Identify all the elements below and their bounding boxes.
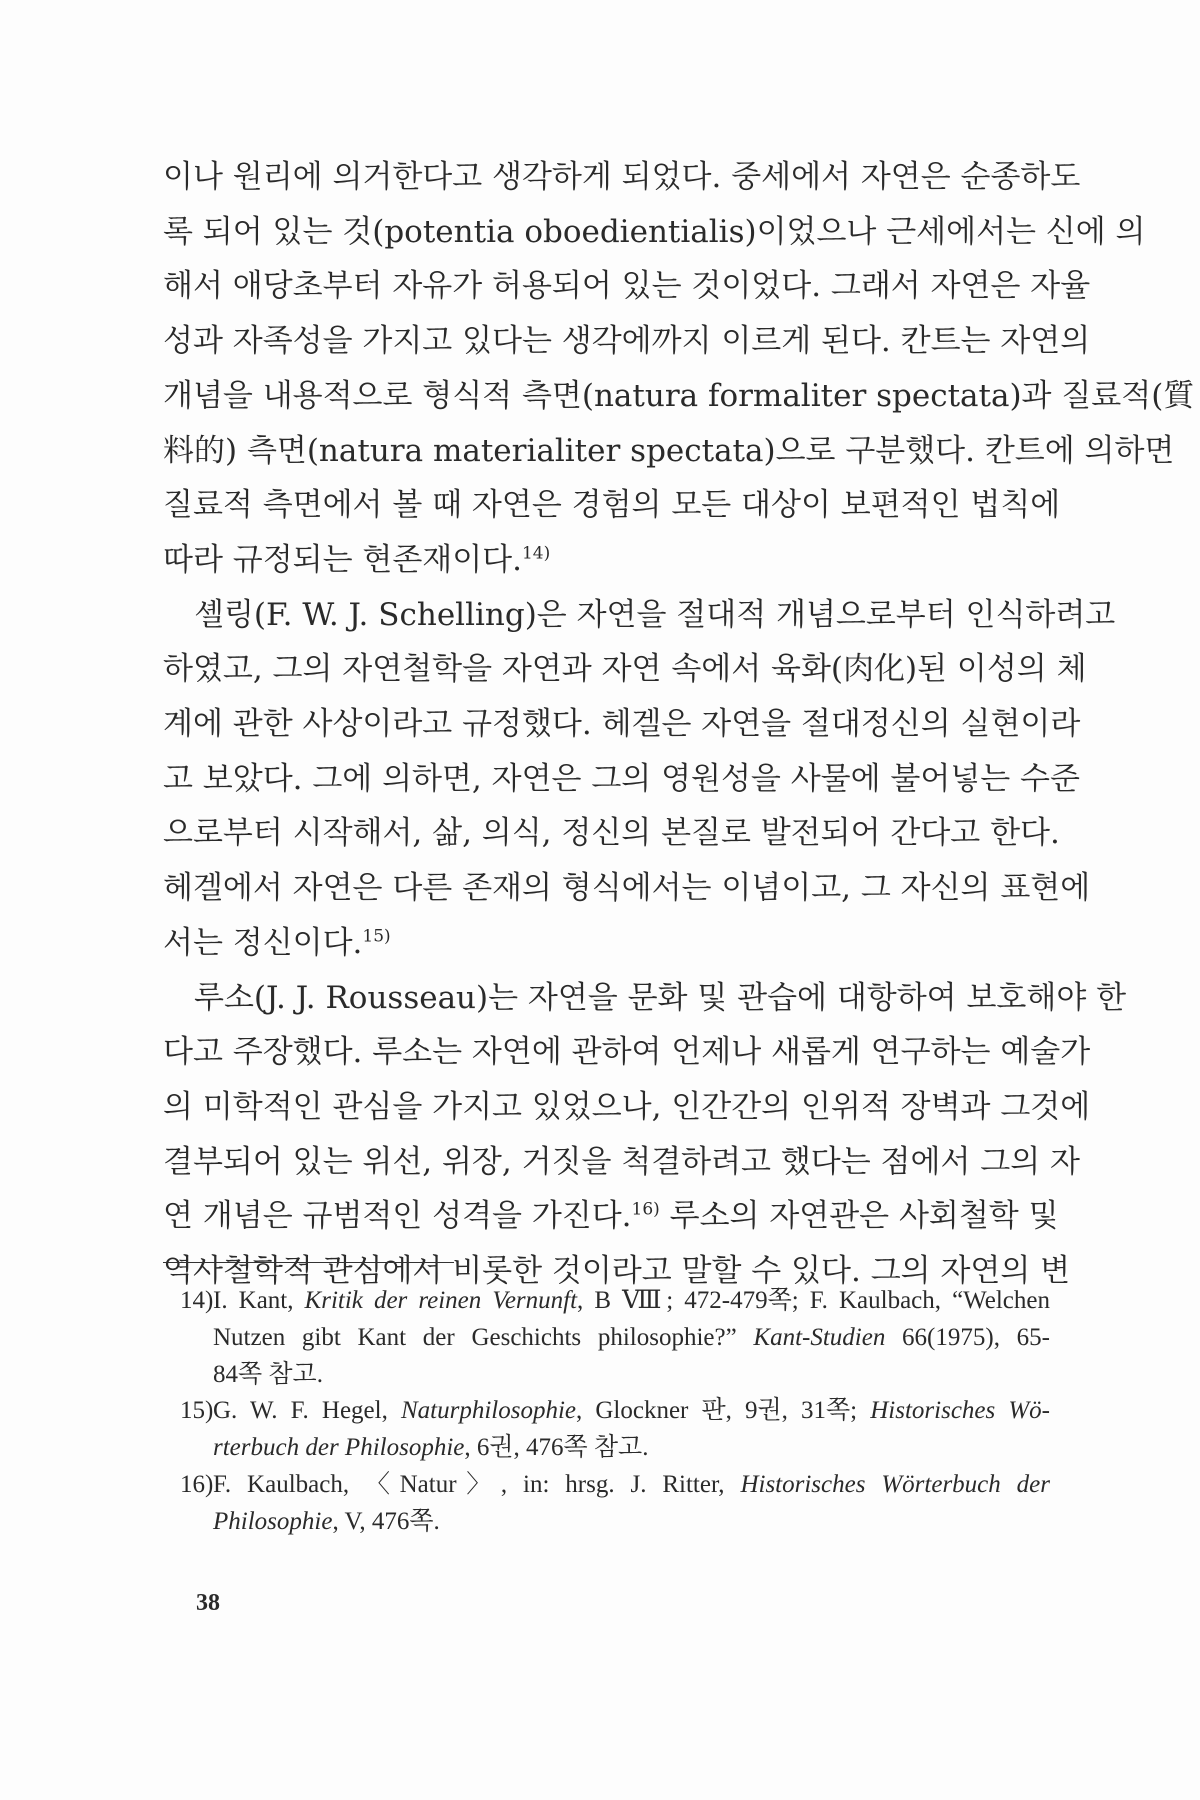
body-line: [163, 1189, 1059, 1244]
footnote-title: Historisches Wörterbuch der: [740, 1470, 1050, 1498]
footnote-title: Historisches Wö-: [870, 1397, 1051, 1425]
footnote-number: 16): [180, 1470, 214, 1498]
footnote-title: rterbuch der Philosophie: [213, 1434, 465, 1462]
body-line: 록 되어 있는 것(potentia oboedientialis)이었으나 근세에서는 신에 의: [163, 213, 1146, 250]
body-line: 질료적 측면에서 볼 때 자연은 경험의 모든 대상이 보편적인 법칙에: [163, 487, 1061, 524]
body-line: 이나 원리에 의거한다고 생각하게 되었다. 중세에서 자연은 순종하도: [163, 159, 1081, 195]
body-line: 다고 주장했다. 루소는 자연에 관하여 언제나 새롭게 연구하는 예술가: [163, 1034, 1091, 1071]
footnote-text: 66(1975), 65-: [885, 1323, 1050, 1351]
footnote-line: [213, 1393, 1050, 1430]
footnote-ref-16: 16): [631, 1200, 660, 1221]
body-line: 고 보았다. 그에 의하면, 자연은 그의 영원성을 사물에 불어넣는 수준: [163, 760, 1080, 797]
footnote-text: , Glockner 판, 9권, 31쪽;: [575, 1397, 871, 1425]
body-line-text: 연 개념은 규범적인 성격을 가진다.: [163, 1198, 632, 1235]
body-line: 성과 자족성을 가지고 있다는 생각에까지 이르게 된다. 칸트는 자연의: [163, 323, 1091, 360]
page-number: 38: [196, 1590, 220, 1616]
footnote-line: [213, 1430, 1050, 1467]
footnote-title: Philosophie: [213, 1507, 333, 1535]
body-line: 결부되어 있는 위선, 위장, 거짓을 척결하려고 했다는 점에서 그의 자: [163, 1143, 1080, 1180]
body-line-text: 루소의 자연관은 사회철학 및: [659, 1198, 1059, 1235]
footnote-text: G. W. F. Hegel,: [213, 1397, 401, 1425]
body-line: 헤겔에서 자연은 다른 존재의 형식에서는 이념이고, 그 자신의 표현에: [163, 870, 1091, 907]
footnotes: [180, 1283, 1050, 1541]
footnote-title: Naturphilosophie: [400, 1397, 576, 1425]
body-line: 계에 관한 사상이라고 규정했다. 헤겔은 자연을 절대정신의 실현이라: [163, 706, 1081, 743]
body-line: 으로부터 시작해서, 삶, 의식, 정신의 본질로 발전되어 간다고 한다.: [163, 815, 1060, 852]
body-line-text: 따라 규정되는 현존재이다.: [163, 541, 522, 578]
body-line: 하였고, 그의 자연철학을 자연과 자연 속에서 육화(肉化)된 이성의 체: [163, 651, 1087, 688]
footnote-16: [180, 1467, 1050, 1541]
footnote-title: Kant-Studien: [753, 1323, 886, 1351]
footnote-15: [180, 1393, 1050, 1467]
footnote-text: I. Kant,: [213, 1287, 305, 1314]
body-line-text: 서는 정신이다.: [163, 924, 363, 961]
body-line: 料的) 측면(natura materialiter spectata)으로 구분했다. 칸트에 의하면: [163, 432, 1175, 469]
footnote-line: [213, 1467, 1050, 1504]
body-line: [163, 916, 1051, 971]
body-line: 의 미학적인 관심을 가지고 있었으나, 인간간의 인위적 장벽과 그것에: [163, 1088, 1091, 1125]
body-line: 개념을 내용적으로 형식적 측면(natura formaliter spectata)과 질료적(質: [163, 377, 1195, 414]
footnote-text: , 6권, 476쪽 참고.: [464, 1434, 649, 1462]
footnote-number: 14): [180, 1287, 214, 1314]
footnote-14: [180, 1283, 1050, 1393]
body-line: 역사철학적 관심에서 비롯한 것이라고 말할 수 있다. 그의 자연의 변: [163, 1253, 1071, 1290]
footnote-text: F. Kaulbach, 〈Natur〉, in: hrsg. J. Ritter,: [213, 1470, 741, 1498]
footnote-line: [213, 1504, 1050, 1541]
footnote-text: , V, 476쪽.: [332, 1507, 440, 1535]
footnote-divider: [163, 1262, 454, 1263]
body-line: 루소(J. J. Rousseau)는 자연을 문화 및 관습에 대항하여 보호해야 한: [194, 979, 1127, 1016]
footnote-title: Kritik der reinen Vernunft: [304, 1287, 578, 1314]
footnote-text: , B Ⅷ; 472-479쪽; F. Kaulbach, “Welchen: [577, 1287, 1050, 1314]
footnote-ref-14: 14): [521, 543, 551, 564]
footnote-line: 84쪽 참고.: [213, 1360, 323, 1388]
footnote-text: Nutzen gibt Kant der Geschichts philosophie?”: [213, 1323, 754, 1351]
footnote-ref-15: 15): [362, 926, 391, 947]
footnote-line: [213, 1320, 1050, 1357]
body-line: [163, 533, 1051, 588]
footnote-line: [213, 1283, 1050, 1320]
footnote-number: 15): [180, 1397, 214, 1425]
body-line: 해서 애당초부터 자유가 허용되어 있는 것이었다. 그래서 자연은 자율: [163, 268, 1091, 305]
body-text: [163, 150, 1195, 1299]
body-line: 셸링(F. W. J. Schelling)은 자연을 절대적 개념으로부터 인식하려고: [194, 596, 1116, 633]
